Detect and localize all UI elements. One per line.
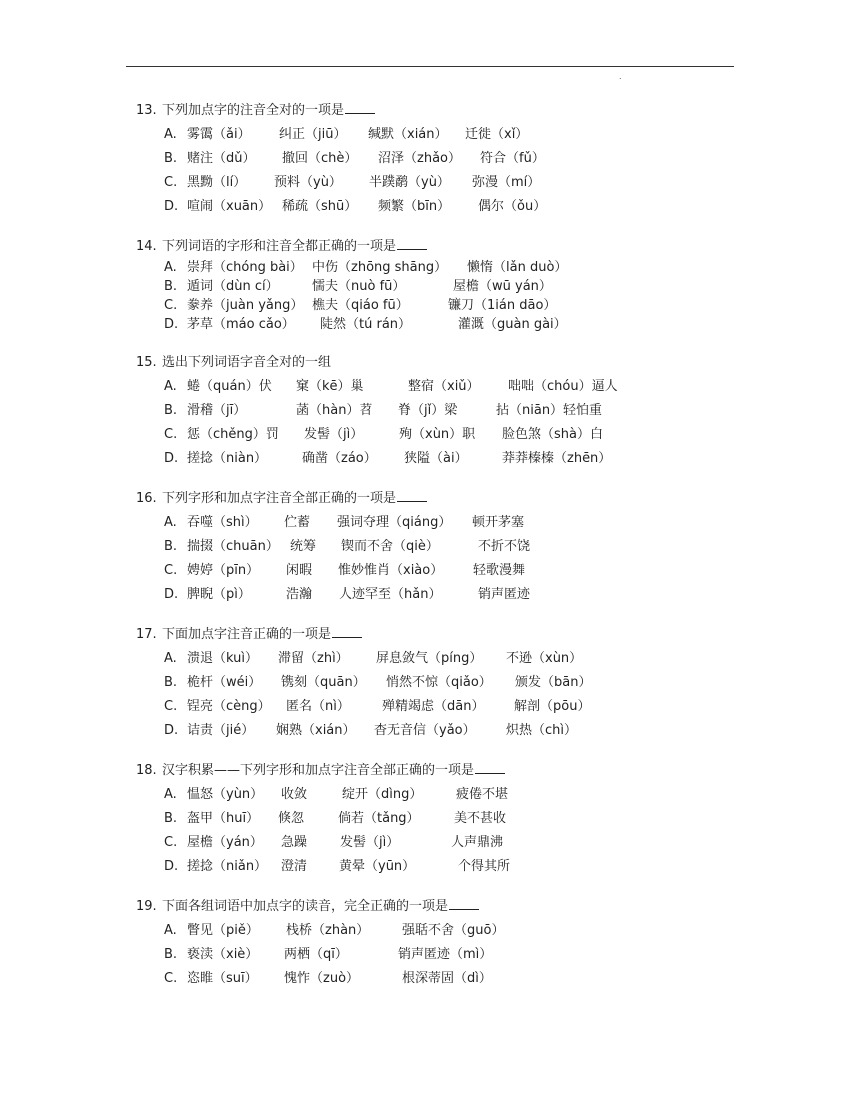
option-a[interactable]: [136, 375, 618, 399]
option-term: 中伤（zhōng shāng）: [312, 260, 448, 275]
question-stem: [136, 99, 375, 123]
option-term: 崇拜（chóng bài）: [187, 260, 303, 275]
option-term: 沼泽（zhǎo）: [378, 151, 461, 166]
option-letter: B.: [164, 151, 178, 166]
option-term: 镌刻（quān）: [281, 675, 366, 690]
option-letter: B.: [164, 811, 178, 826]
question-text: 下列字形和加点字注音全部正确的一项是: [162, 491, 397, 506]
option-term: 懒惰（lǎn duò）: [467, 260, 568, 275]
question-19: [136, 895, 505, 991]
option-a[interactable]: [136, 258, 568, 277]
option-term: 豢养（juàn yǎng）: [187, 298, 304, 313]
question-text: 下面加点字注音正确的一项是: [162, 627, 332, 642]
option-letter: D.: [164, 859, 179, 874]
option-term: 统筹: [290, 539, 317, 554]
option-term: 收敛: [281, 787, 308, 802]
question-number: 15.: [136, 355, 157, 370]
option-c[interactable]: [136, 831, 505, 855]
option-letter: D.: [164, 587, 179, 602]
option-term: 符合（fǔ）: [480, 151, 545, 166]
option-term: 不折不饶: [478, 539, 531, 554]
question-stem: [136, 759, 505, 783]
question-stem: [136, 487, 427, 511]
option-term: 销声匿迹: [478, 587, 531, 602]
option-term: 搓捻（niàn）: [187, 451, 268, 466]
option-term: 雾霭（ǎi）: [187, 127, 251, 142]
option-term: 屋檐（yán）: [187, 835, 263, 850]
option-term: 莽莽榛榛（zhēn）: [502, 451, 612, 466]
option-c[interactable]: [136, 296, 557, 315]
option-letter: D.: [164, 451, 179, 466]
option-term: 懦夫（nuò fū）: [312, 279, 406, 294]
option-term: 强聒不舍（guō）: [402, 923, 505, 938]
option-term: 盔甲（huī）: [187, 811, 260, 826]
option-term: 整宿（xiǔ）: [408, 379, 480, 394]
option-a[interactable]: [136, 511, 525, 535]
option-term: 菡（hàn）苕: [296, 403, 373, 418]
option-term: 咄咄（chóu）逼人: [508, 379, 618, 394]
option-term: 浩瀚: [286, 587, 313, 602]
option-term: 颁发（bān）: [515, 675, 592, 690]
option-term: 人迹罕至（hǎn）: [339, 587, 442, 602]
option-term: 樵夫（qiáo fū）: [312, 298, 409, 313]
option-term: 拈（niān）轻怕重: [496, 403, 603, 418]
option-term: 黑黝（lí）: [187, 175, 247, 190]
option-term: 伫蓄: [284, 515, 311, 530]
option-term: 滑稽（jī）: [187, 403, 247, 418]
option-term: 娴熟（xián）: [276, 723, 356, 738]
option-term: 纠正（jiū）: [279, 127, 347, 142]
option-term: 不逊（xùn）: [506, 651, 583, 666]
option-term: 稀疏（shū）: [282, 199, 358, 214]
option-c[interactable]: [136, 171, 541, 195]
question-number: 17.: [136, 627, 157, 642]
option-term: 茅草（máo cǎo）: [187, 317, 295, 332]
question-13: [136, 99, 547, 219]
option-term: 杳无音信（yǎo）: [374, 723, 476, 738]
option-a[interactable]: [136, 919, 505, 943]
option-term: 恣睢（suī）: [187, 971, 258, 986]
option-d[interactable]: [136, 447, 612, 471]
option-letter: C.: [164, 563, 178, 578]
question-14: [136, 235, 568, 334]
option-term: 脸色煞（shà）白: [502, 427, 603, 442]
answer-blank[interactable]: [475, 759, 505, 774]
option-term: 娉婷（pīn）: [187, 563, 260, 578]
option-term: 倘若（tǎng）: [338, 811, 420, 826]
option-term: 澄清: [281, 859, 308, 874]
option-term: 愠怒（yùn）: [187, 787, 264, 802]
option-b[interactable]: [136, 277, 552, 296]
header-rule: [126, 66, 734, 67]
question-stem: [136, 623, 362, 647]
question-stem: [136, 351, 331, 375]
option-term: 绽开（dìng）: [342, 787, 423, 802]
question-text: 下面各组词语中加点字的读音，完全正确的一项是: [162, 899, 449, 914]
option-letter: D.: [164, 723, 179, 738]
option-term: 闲暇: [286, 563, 313, 578]
option-term: 锲而不舍（qiè）: [341, 539, 439, 554]
option-letter: C.: [164, 427, 178, 442]
option-letter: D.: [164, 199, 179, 214]
option-term: 镰刀（1ián dāo）: [448, 298, 557, 313]
option-d[interactable]: [136, 855, 511, 879]
question-number: 14.: [136, 239, 157, 254]
option-term: 撤回（chè）: [282, 151, 358, 166]
question-16: [136, 487, 531, 607]
option-c[interactable]: [136, 559, 526, 583]
option-b[interactable]: [136, 943, 493, 967]
option-b[interactable]: [136, 671, 592, 695]
option-term: 栈桥（zhàn）: [286, 923, 370, 938]
question-stem: [136, 235, 427, 258]
option-term: 迁徙（xǐ）: [465, 127, 529, 142]
option-term: 黄晕（yūn）: [339, 859, 416, 874]
option-letter: A.: [164, 651, 177, 666]
question-stem: [136, 895, 479, 919]
option-term: 两栖（qī）: [284, 947, 348, 962]
option-term: 蜷（quán）伏: [187, 379, 272, 394]
option-letter: C.: [164, 835, 178, 850]
option-term: 搓捻（niǎn）: [187, 859, 268, 874]
option-term: 频繁（bīn）: [378, 199, 451, 214]
option-term: 赌注（dǔ）: [187, 151, 256, 166]
header-mark: .: [619, 72, 622, 81]
option-term: 根深蒂固（dì）: [402, 971, 492, 986]
option-b[interactable]: [136, 399, 603, 423]
option-term: 悄然不惊（qiǎo）: [386, 675, 492, 690]
option-term: 锃亮（cèng）: [187, 699, 271, 714]
option-term: 殚精竭虑（dān）: [382, 699, 485, 714]
option-term: 销声匿迹（mì）: [398, 947, 493, 962]
option-letter: A.: [164, 379, 177, 394]
option-term: 陡然（tú rán）: [320, 317, 412, 332]
option-term: 预料（yù）: [274, 175, 342, 190]
option-term: 个得其所: [458, 859, 511, 874]
option-c[interactable]: [136, 967, 492, 991]
option-letter: A.: [164, 515, 177, 530]
option-term: 溃退（kuì）: [187, 651, 258, 666]
option-term: 遁词（dùn cí）: [187, 279, 279, 294]
option-term: 发髻（jì）: [340, 835, 400, 850]
option-letter: D.: [164, 317, 179, 332]
question-number: 19.: [136, 899, 157, 914]
question-number: 13.: [136, 103, 157, 118]
option-term: 惟妙惟肖（xiào）: [338, 563, 444, 578]
option-d[interactable]: [136, 315, 567, 334]
option-a[interactable]: [136, 783, 509, 807]
option-term: 匿名（nì）: [286, 699, 350, 714]
option-c[interactable]: [136, 695, 591, 719]
option-term: 确凿（záo）: [302, 451, 377, 466]
option-letter: B.: [164, 403, 178, 418]
option-c[interactable]: [136, 423, 603, 447]
answer-blank[interactable]: [397, 487, 427, 502]
option-term: 惩（chěng）罚: [187, 427, 279, 442]
option-letter: C.: [164, 699, 178, 714]
option-term: 揣掇（chuān）: [187, 539, 279, 554]
option-term: 狭隘（ài）: [404, 451, 468, 466]
option-letter: B.: [164, 539, 178, 554]
option-term: 半蹼鹬（yù）: [369, 175, 450, 190]
option-term: 发髻（jì）: [304, 427, 364, 442]
question-text: 汉字积累——下列字形和加点字注音全部正确的一项是: [162, 763, 475, 778]
question-17: [136, 623, 592, 743]
option-a[interactable]: [136, 647, 583, 671]
option-b[interactable]: [136, 535, 531, 559]
answer-blank[interactable]: [449, 895, 479, 910]
option-term: 强词夺理（qiáng）: [337, 515, 452, 530]
option-term: 轻歌漫舞: [473, 563, 526, 578]
option-d[interactable]: [136, 583, 531, 607]
question-number: 16.: [136, 491, 157, 506]
option-term: 脾睨（pì）: [187, 587, 251, 602]
option-letter: B.: [164, 947, 178, 962]
option-term: 解剖（pōu）: [514, 699, 591, 714]
question-text: 下列词语的字形和注音全都正确的一项是: [162, 239, 397, 254]
option-d[interactable]: [136, 719, 577, 743]
answer-blank[interactable]: [332, 623, 362, 638]
option-term: 屏息敛气（píng）: [376, 651, 483, 666]
answer-blank[interactable]: [345, 99, 375, 114]
option-term: 倏忽: [278, 811, 305, 826]
option-letter: B.: [164, 279, 178, 294]
option-term: 疲倦不堪: [456, 787, 509, 802]
option-term: 弥漫（mí）: [472, 175, 541, 190]
option-term: 顿开茅塞: [472, 515, 525, 530]
question-15: [136, 351, 618, 471]
option-term: 炽热（chì）: [506, 723, 577, 738]
option-term: 缄默（xián）: [368, 127, 448, 142]
option-letter: A.: [164, 127, 177, 142]
option-term: 急躁: [281, 835, 308, 850]
option-term: 吞噬（shì）: [187, 515, 258, 530]
option-term: 喧闹（xuān）: [187, 199, 272, 214]
option-term: 亵渎（xiè）: [187, 947, 259, 962]
option-term: 诘责（jié）: [187, 723, 255, 738]
option-d[interactable]: [136, 195, 547, 219]
question-text: 选出下列词语字音全对的一组: [162, 355, 332, 370]
option-term: 滞留（zhì）: [278, 651, 349, 666]
answer-blank[interactable]: [397, 235, 427, 250]
option-term: 灌溉（guàn gài）: [458, 317, 567, 332]
option-letter: B.: [164, 675, 178, 690]
option-letter: A.: [164, 260, 177, 275]
option-b[interactable]: [136, 147, 545, 171]
option-term: 屋檐（wū yán）: [453, 279, 552, 294]
option-term: 桅杆（wéi）: [187, 675, 262, 690]
option-term: 瞥见（piě）: [187, 923, 259, 938]
option-letter: A.: [164, 923, 177, 938]
option-a[interactable]: [136, 123, 529, 147]
option-term: 偶尔（ǒu）: [478, 199, 547, 214]
option-letter: C.: [164, 971, 178, 986]
question-18: [136, 759, 511, 879]
option-term: 愧怍（zuò）: [284, 971, 360, 986]
option-term: 脊（jǐ）梁: [398, 403, 458, 418]
option-term: 美不甚收: [454, 811, 507, 826]
option-term: 窠（kē）巢: [296, 379, 364, 394]
option-letter: A.: [164, 787, 177, 802]
option-letter: C.: [164, 175, 178, 190]
option-letter: C.: [164, 298, 178, 313]
option-term: 人声鼎沸: [451, 835, 504, 850]
question-text: 下列加点字的注音全对的一项是: [162, 103, 345, 118]
question-number: 18.: [136, 763, 157, 778]
option-term: 殉（xùn）职: [399, 427, 476, 442]
option-b[interactable]: [136, 807, 505, 831]
